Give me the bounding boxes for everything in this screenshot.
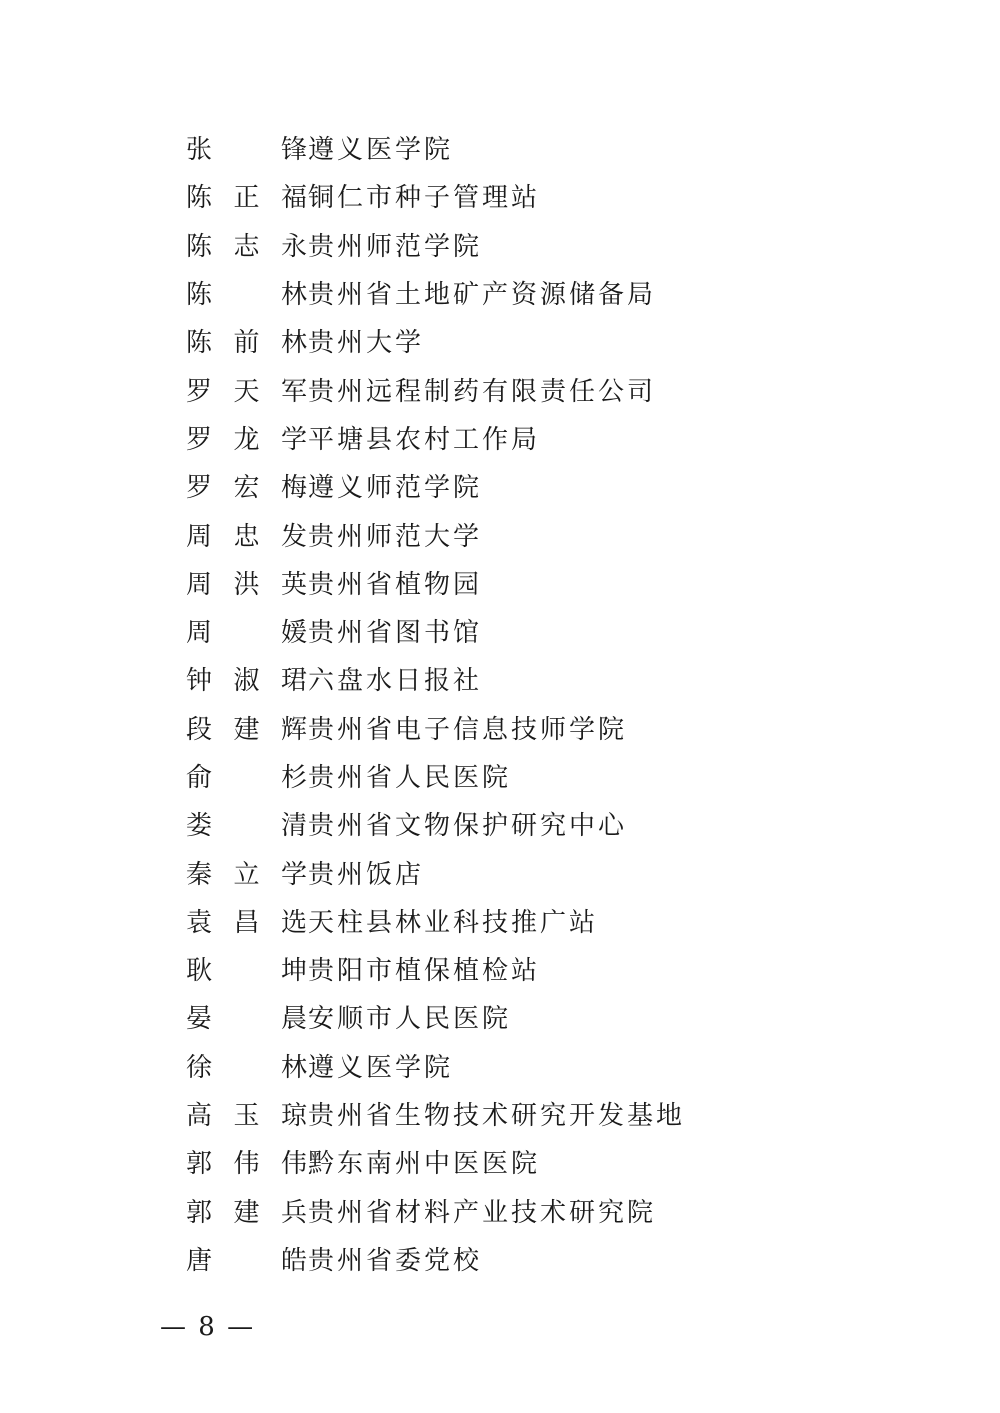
work-unit: 六盘水日报社 [308,666,483,697]
work-unit: 贵州省土地矿产资源储备局 [308,280,657,311]
person-name: 张 锋 [186,135,308,166]
work-unit: 贵州师范大学 [308,521,483,552]
list-item [186,899,685,947]
work-unit: 贵州饭店 [308,859,425,890]
person-name: 罗天军 [186,376,308,407]
work-unit: 贵州省图书馆 [308,618,483,649]
person-name: 娄 清 [186,811,308,842]
list-item [186,1237,685,1285]
person-name: 秦立学 [186,859,308,890]
list-item [186,416,685,464]
person-name: 陈前林 [186,328,308,359]
work-unit: 贵州省人民医院 [308,763,512,793]
list-item [186,1140,685,1188]
work-unit: 贵州省电子信息技师学院 [308,714,628,745]
list-item [186,367,685,415]
list-item [186,1044,685,1092]
work-unit: 贵州省植物园 [308,569,483,600]
work-unit: 贵州省生物技术研究开发基地 [308,1101,686,1132]
person-name: 高玉琼 [186,1101,308,1132]
list-item [186,706,685,754]
name-list [186,126,685,1285]
person-name: 陈正福 [186,183,308,214]
person-name: 周 媛 [186,618,308,649]
work-unit: 遵义医学院 [308,1052,454,1083]
person-name: 段建辉 [186,714,308,745]
person-name: 郭伟伟 [186,1149,308,1180]
person-name: 徐 林 [186,1052,308,1083]
person-name: 罗龙学 [186,424,308,455]
work-unit: 贵州省文物保护研究中心 [308,811,628,842]
list-item [186,464,685,512]
person-name: 耿 坤 [186,956,308,987]
person-name: 钟淑珺 [186,666,308,697]
person-name: 袁昌选 [186,907,308,938]
work-unit: 贵阳市植保植检站 [308,956,541,987]
list-item [186,561,685,609]
work-unit: 安顺市人民医院 [308,1004,512,1035]
person-name: 罗宏梅 [186,473,308,504]
list-item [186,754,685,802]
list-item [186,609,685,657]
work-unit: 铜仁市种子管理站 [308,183,541,214]
list-item [186,1092,685,1140]
work-unit: 遵义师范学院 [308,473,483,504]
list-item [186,1189,685,1237]
work-unit: 遵义医学院 [308,135,454,166]
list-item [186,512,685,560]
work-unit: 贵州省材料产业技术研究院 [308,1197,657,1228]
person-name: 陈 林 [186,280,308,311]
person-name: 周洪英 [186,569,308,600]
work-unit: 天柱县林业科技推广站 [308,907,599,938]
work-unit: 贵州师范学院 [308,231,483,262]
work-unit: 贵州省委党校 [308,1245,483,1276]
person-name: 唐 皓 [186,1245,308,1276]
page-number: — 8 — [160,1312,256,1342]
list-item [186,319,685,367]
list-item [186,850,685,898]
list-item [186,802,685,850]
list-item [186,947,685,995]
work-unit: 黔东南州中医医院 [308,1149,541,1180]
person-name: 郭建兵 [186,1197,308,1228]
person-name: 俞 杉 [186,763,308,793]
person-name: 晏 晨 [186,1004,308,1035]
person-name: 陈志永 [186,231,308,262]
list-item [186,174,685,222]
person-name: 周忠发 [186,521,308,552]
list-item [186,223,685,271]
work-unit: 贵州远程制药有限责任公司 [308,376,657,407]
list-item [186,657,685,705]
list-item [186,995,685,1043]
work-unit: 平塘县农村工作局 [308,424,541,455]
work-unit: 贵州大学 [308,328,425,359]
list-item [186,126,685,174]
list-item [186,271,685,319]
